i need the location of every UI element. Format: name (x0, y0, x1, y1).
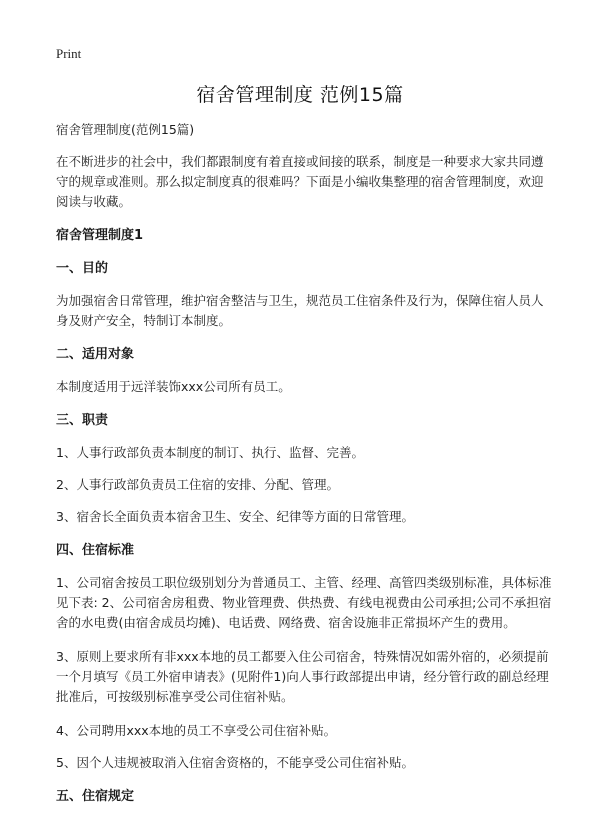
list-item: 2、人事行政部负责员工住宿的安排、分配、管理。 (56, 477, 339, 492)
section-heading: 五、住宿规定 (56, 789, 135, 804)
intro-paragraph: 在不断进步的社会中，我们都跟制度有着直接或间接的联系，制度是一种要求大家共同遵守的规章或准则。那么拟定制度真的很难吗？下面是小编收集整理的宿舍管理制度，欢迎阅读与收藏。 (56, 154, 544, 209)
section-rules (56, 787, 552, 807)
section-label: 宿舍管理制度1 (56, 228, 144, 243)
section-heading: 四、住宿标准 (56, 543, 135, 558)
list-item: 3、原则上要求所有非xxx本地的员工都要入住公司宿舍，特殊情况如需外宿的，必须提前一个月填写《员工外宿申请表》(见附件1)向人事行政部提出申请，经分管行政的副总经理批准后，可按级别标准享受公司住宿补贴。 (56, 649, 549, 704)
list-item: 1、公司宿舍按员工职位级别划分为普通员工、主管、经理、高管四类级别标准，具体标准见下表: 2、公司宿舍房租费、物业管理费、供热费、有线电视费由公司承担;公司不承担宿舍的水电费(由宿舍成员均摊)、电话费、网络费、宿舍设施非正常损坏产生的费用。 (56, 575, 552, 630)
print-link[interactable]: Print (56, 46, 82, 61)
section-heading: 一、目的 (56, 261, 109, 276)
list-item: 3、宿舍长全面负责本宿舍卫生、安全、纪律等方面的日常管理。 (56, 509, 414, 524)
section-paragraph: 本制度适用于远洋装饰xxx公司所有员工。 (56, 379, 291, 394)
section-heading: 二、适用对象 (56, 347, 135, 362)
list-item: 1、人事行政部负责本制度的制订、执行、监督、完善。 (56, 445, 364, 460)
document-title: 宿舍管理制度 范例15篇 (196, 84, 404, 106)
list-item: 5、因个人违规被取消入住宿舍资格的，不能享受公司住宿补贴。 (56, 755, 414, 770)
section-scope (56, 345, 552, 397)
section-standards (56, 541, 552, 773)
list-item: 4、公司聘用xxx本地的员工不享受公司住宿补贴。 (56, 723, 337, 738)
document-body (56, 120, 552, 819)
section-paragraph: 为加强宿舍日常管理，维护宿舍整洁与卫生，规范员工住宿条件及行为，保障住宿人员人身及财产安全，特制订本制度。 (56, 293, 544, 328)
section-heading: 三、职责 (56, 413, 109, 428)
section-duties (56, 411, 552, 527)
section-purpose (56, 259, 552, 331)
document-subtitle: 宿舍管理制度(范例15篇) (56, 122, 195, 137)
